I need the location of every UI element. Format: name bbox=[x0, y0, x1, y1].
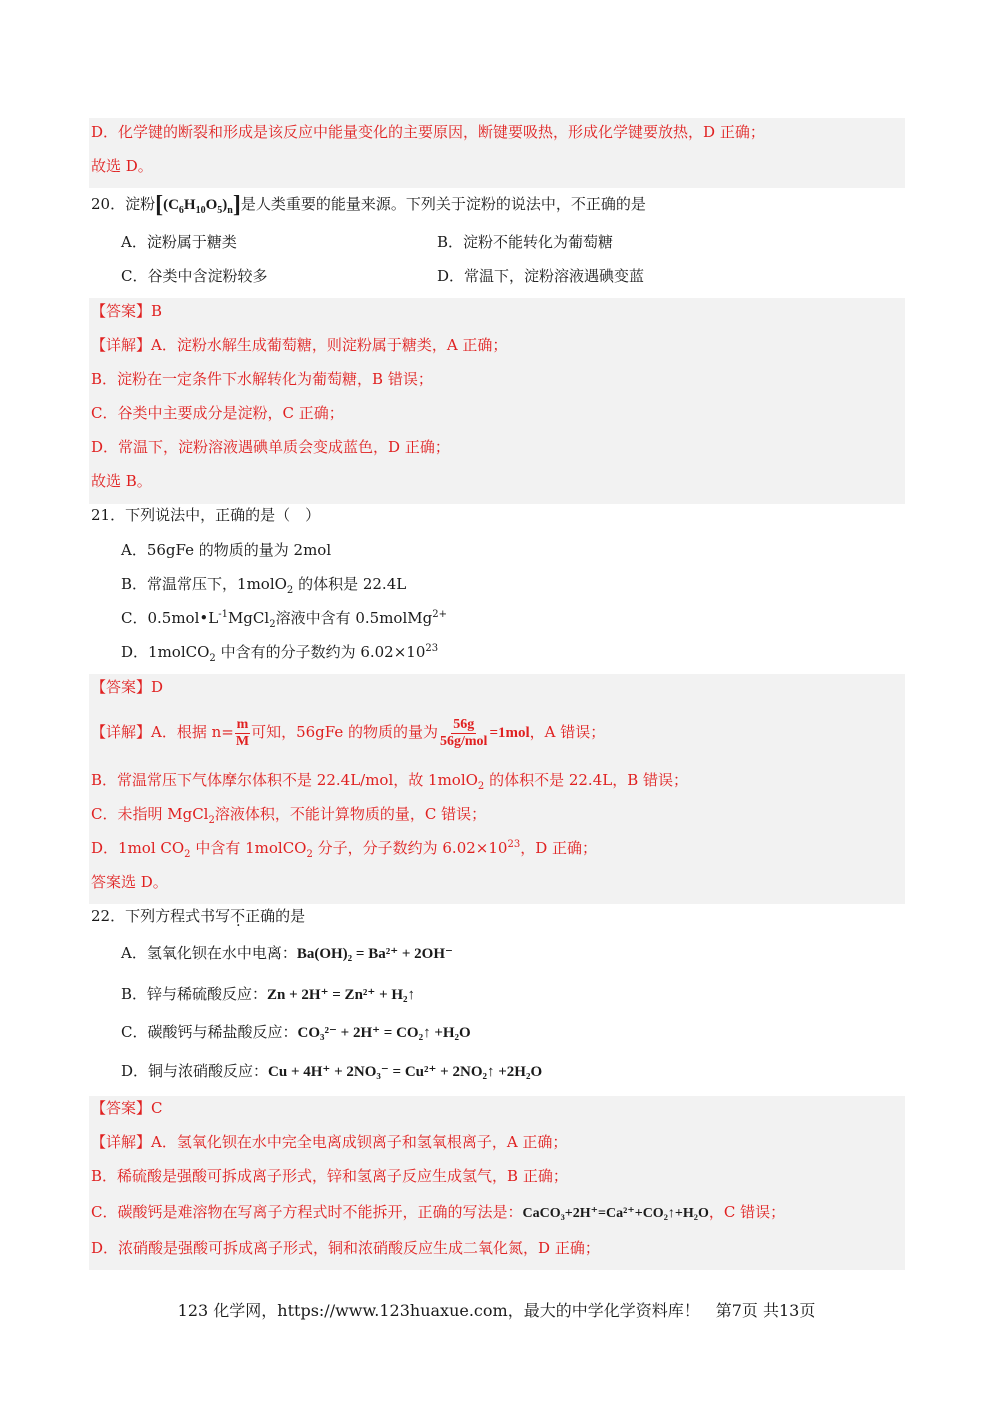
q21-detail-d: D．1mol $CO_2$ 中含有 1molCO$_2$ 分子，分子数约为 $6.02\times 10^{23}$，D 正确； bbox=[91, 839, 597, 860]
q20-stem-suffix: 是人类重要的能量来源。下列关于淀粉的说法中，不正确的是 bbox=[240, 195, 646, 213]
q22-detail-a: 【详解】A．氢氧化钡在水中完全电离成钡离子和氢氧根离子，A 正确； bbox=[91, 1133, 568, 1151]
equation-a: Ba(OH)₂ = Ba²⁺ + 2OH⁻ bbox=[296, 946, 453, 962]
q22-stem: 22．下列方程式书写不正确的是 bbox=[91, 907, 306, 925]
q21-option-c: C．$0.5mol•L^{-1}MgCl_2$溶液中含有 0.5molMg$^{2+}$ bbox=[121, 609, 447, 630]
q21-stem: 21．下列说法中，正确的是（ ） bbox=[91, 506, 321, 524]
q21-detail-c: C．未指明 MgCl$_2$溶液体积，不能计算物质的量，C 错误； bbox=[91, 805, 487, 826]
equation-b: Zn + 2H⁺ = Zn²⁺ + H₂↑ bbox=[267, 987, 416, 1003]
equation-d: Cu + 4H⁺ + 2NO₃⁻ = Cu²⁺ + 2NO₂↑ +2H₂O bbox=[268, 1064, 543, 1080]
q20-option-c: C．谷类中含淀粉较多 bbox=[121, 267, 268, 285]
q21-detail-b: B．常温常压下气体摩尔体积不是 22.4L/mol，故 1molO$_2$ 的体积不是 22.4L，B 错误； bbox=[91, 771, 688, 792]
q22-detail-c: C．碳酸钙是难溶物在写离子方程式时不能拆开，正确的写法是：CaCO₃+2H⁺=Ca²⁺+CO₂↑+H₂O，C 错误； bbox=[91, 1203, 786, 1221]
q20-explanation-block bbox=[89, 298, 905, 504]
q20-detail-line: D．常温下，淀粉溶液遇碘单质会变成蓝色，D 正确； bbox=[91, 438, 450, 456]
q19-detail-d: D．化学键的断裂和形成是该反应中能量变化的主要原因，断键要吸热，形成化学键要放热，D 正确； bbox=[91, 123, 765, 141]
q22-option-d: D．铜与浓硝酸反应：Cu + 4H⁺ + 2NO₃⁻ = Cu²⁺ + 2NO₂↑ +2H₂O bbox=[121, 1062, 543, 1080]
q21-answer: 【答案】D bbox=[91, 678, 164, 696]
q20-option-b: B．淀粉不能转化为葡萄糖 bbox=[437, 233, 614, 251]
equation-correct-c: CaCO₃+2H⁺=Ca²⁺+CO₂↑+H₂O bbox=[522, 1206, 709, 1221]
page-footer: 123 化学网，https://www.123huaxue.com，最大的中学化学资料库！ 第7页 共13页 bbox=[177, 1301, 816, 1320]
q22-option-a: A．氢氧化钡在水中电离：Ba(OH)₂ = Ba²⁺ + 2OH⁻ bbox=[121, 944, 453, 962]
q20-detail-line: C．谷类中主要成分是淀粉，C 正确； bbox=[91, 404, 344, 422]
q20-formula: $[(C_6H_{10}O_5)_n]$ bbox=[155, 192, 241, 218]
q20-detail-line: 【详解】A．淀粉水解生成葡萄糖，则淀粉属于糖类，A 正确； bbox=[91, 336, 508, 354]
q21-option-a: A．56gFe 的物质的量为 2mol bbox=[121, 541, 332, 559]
q20-detail-line: 故选 B。 bbox=[91, 472, 152, 490]
q20-stem-prefix: 20．淀粉 bbox=[91, 195, 156, 213]
q21-detail-a: 【详解】A．根据 n= $\frac{m}{M}$ 可知，56gFe 的物质的量为 $\frac{56g}{\text{56g/mol}}$ =1mol，A 错误； bbox=[91, 716, 606, 749]
equation-c: CO₃²⁻ + 2H⁺ = CO₂↑ +H₂O bbox=[297, 1025, 471, 1041]
emphasis-dot-bu: 不 bbox=[230, 907, 246, 925]
q19-pick: 故选 D。 bbox=[91, 157, 153, 175]
q20-answer: 【答案】B bbox=[91, 302, 163, 320]
q20-stem bbox=[91, 192, 646, 218]
q22-detail-b: B．稀硫酸是强酸可拆成离子形式，锌和氢离子反应生成氢气，B 正确； bbox=[91, 1167, 568, 1185]
q20-option-a: A．淀粉属于糖类 bbox=[121, 233, 237, 251]
q20-option-d: D．常温下，淀粉溶液遇碘变蓝 bbox=[437, 267, 645, 285]
q21-option-b: B．常温常压下，1molO$_2$ 的体积是 22.4L bbox=[121, 575, 407, 596]
q22-option-c: C．碳酸钙与稀盐酸反应：CO₃²⁻ + 2H⁺ = CO₂↑ +H₂O bbox=[121, 1023, 471, 1041]
q20-detail-line: B．淀粉在一定条件下水解转化为葡萄糖，B 错误； bbox=[91, 370, 433, 388]
q21-option-d: D．1molCO$_2$ 中含有的分子数约为 $6.02\times 10^{23}$ bbox=[121, 643, 439, 664]
q22-detail-d: D．浓硝酸是强酸可拆成离子形式，铜和浓硝酸反应生成二氧化氮，D 正确； bbox=[91, 1239, 600, 1257]
q22-answer: 【答案】C bbox=[91, 1099, 163, 1117]
q22-option-b: B．锌与稀硫酸反应：Zn + 2H⁺ = Zn²⁺ + H₂↑ bbox=[121, 985, 416, 1003]
q21-pick: 答案选 D。 bbox=[91, 873, 168, 891]
fraction-m-over-M: $\frac{m}{M}$ bbox=[235, 716, 250, 749]
fraction-mass-over-molar-mass: $\frac{56g}{\text{56g/mol}}$ bbox=[440, 716, 488, 749]
